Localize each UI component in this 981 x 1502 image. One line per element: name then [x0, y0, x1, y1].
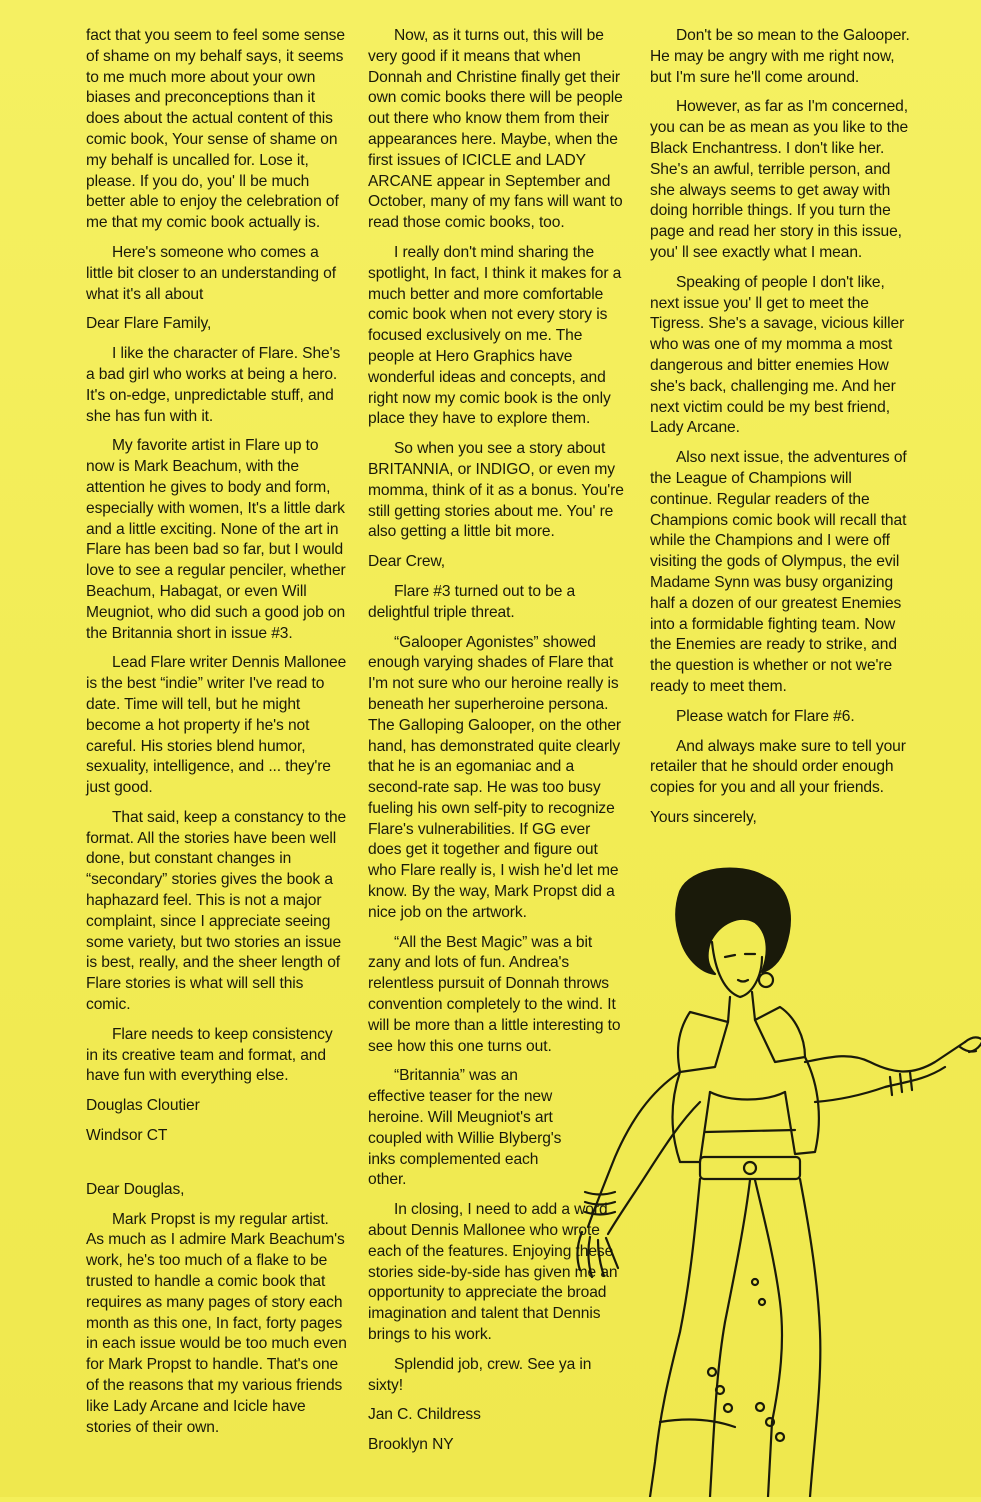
letters-column-3	[650, 26, 912, 838]
letter-location: Windsor CT	[86, 1127, 168, 1145]
letter-paragraph: “Britannia” was an effective teaser for the new heroine. Will Meugniot's art coupled with Willie Blyberg's inks complemented each other.	[368, 1067, 562, 1189]
letter-signature: Jan C. Childress	[368, 1406, 481, 1424]
letter-location: Brooklyn NY	[368, 1436, 454, 1454]
reply-paragraph: Speaking of people I don't like, next issue you' ll get to meet the Tigress. She's a savage, vicious killer who was one of my momma a most dangerous and bitter enemies How she's back, challenging me. And her next victim could be my best friend, Lady Arcane.	[650, 273, 905, 437]
reply-paragraph: However, as far as I'm concerned, you can be as mean as you like to the Black Enchantress. I don't like her. She's an awful, terrible person, and she always seems to get away with doing horrible things. If you turn the page and read her story in this issue, you' ll see exactly what I mean.	[650, 98, 909, 261]
reply-paragraph: Also next issue, the adventures of the League of Champions will continue. Regular readers of the Champions comic book will recall that while the Champions and I were off visiting the gods of Olympus, the evil Madame Synn was busy organizing half a dozen of our greatest Enemies into a formidable fighting team. Now the Enemies are ready to strike, and the question is whether or not we're ready to meet them.	[650, 449, 907, 695]
letter-salutation: Dear Flare Family,	[86, 315, 212, 333]
reply-paragraph: Don't be so mean to the Galooper. He may be angry with me right now, but I'm sure he'll come around.	[650, 27, 910, 86]
letter-paragraph: “All the Best Magic” was a bit zany and lots of fun. Andrea's relentless pursuit of Donnah throws convention completely to the wind. It will be more than a little interesting to see how this one turns out.	[368, 933, 621, 1055]
reply-paragraph: Please watch for Flare #6.	[676, 707, 855, 725]
letter-paragraph: That said, keep a constancy to the format. All the stories have been well done, but constant changes in “secondary” stories gives the book a haphazard feel. This is not a major complaint, since I appreciate seeing some variety, but two stories an issue is best, really, and the sheer length of Flare stories is what will sell this comic.	[86, 808, 347, 1014]
letter-paragraph: fact that you seem to feel some sense of shame on my behalf says, it seems to me much more about your own biases and preconceptions than it does about the actual content of this comic book, Your sense of shame on my behalf is uncalled for. Lose it, please. If you do, you' ll be much better able to enjoy the celebration of me that my comic book actually is.	[86, 27, 345, 232]
reply-salutation: Dear Douglas,	[86, 1180, 185, 1198]
letter-paragraph: “Galooper Agonistes” showed enough varying shades of Flare that I'm not sure who our heroine really is beneath her superheroine persona. The Galloping Galooper, on the other hand, has demonstrated quite clearly that he is an egomaniac and a second-rate sap. He was too busy fueling his own self-pity to recognize Flare's vulnerabilities. If GG ever does get it together and figure out who Flare really is, I wish he'd let me know. By the way, Mark Propst did a nice job on the artwork.	[368, 633, 622, 921]
reply-paragraph: And always make sure to tell your retailer that he should order enough copies for you and all your friends.	[650, 737, 906, 797]
letters-column-1	[86, 26, 348, 1447]
letter-paragraph: I like the character of Flare. She's a bad girl who works at being a hero. It's on-edge, unpredictable stuff, and she has fun with it.	[86, 345, 341, 425]
letter-paragraph: Flare needs to keep consistency in its creative team and format, and have fun with everything else.	[86, 1025, 333, 1085]
letter-paragraph: Lead Flare writer Dennis Mallonee is the best “indie” writer I've read to date. Time will tell, but he might become a hot property if he's not careful. His stories blend humor, sexuality, intelligence, and ... they're just good.	[86, 654, 347, 797]
letter-paragraph: Splendid job, crew. See ya in sixty!	[368, 1355, 592, 1394]
reply-paragraph: Mark Propst is my regular artist. As much as I admire Mark Beachum's work, he's too much of a flake to be trusted to handle a comic book that requires as many pages of story each month as this one, In fact, forty pages in each issue would be too much even for Mark Propst to handle. That's one of the reasons that my various friends like Lady Arcane and Icicle have stories of their own.	[86, 1210, 347, 1436]
reply-paragraph: Now, as it turns out, this will be very good if it means that when Donnah and Christine finally get their own comic books there will be people out there who know them from their appearances here. Maybe, when the first issues of ICICLE and LADY ARCANE appear in September and October, many of my fans will want to read those comic books, too.	[368, 27, 623, 232]
letter-signature: Douglas Cloutier	[86, 1097, 200, 1115]
letter-salutation: Dear Crew,	[368, 553, 445, 571]
flare-figure-illustration-icon	[540, 862, 981, 1497]
letter-paragraph: Flare #3 turned out to be a delightful triple threat.	[368, 582, 576, 621]
reply-closing: Yours sincerely,	[650, 808, 757, 826]
letter-paragraph: Here's someone who comes a little bit closer to an understanding of what it's all about	[86, 243, 336, 303]
letter-paragraph: In closing, I need to add a word about Dennis Mallonee who wrote each of the features. Enjoying these stories side-by-side has given me an opportunity to appreciate the broad imagination and talent that Dennis brings to his work.	[368, 1201, 618, 1344]
reply-paragraph: So when you see a story about BRITANNIA, or INDIGO, or even my momma, think of it as a bonus. You're still getting stories about me. You' re also getting a little bit more.	[368, 440, 624, 541]
letter-paragraph: My favorite artist in Flare up to now is Mark Beachum, with the attention he gives to body and form, especially with women, It's a little dark and a little exciting. None of the art in Flare has been bad so far, but I would love to see a regular penciler, whether Beachum, Habagat, or even Will Meugniot, who did such a good job on the Britannia short in issue #3.	[86, 437, 346, 642]
reply-paragraph: I really don't mind sharing the spotlight, In fact, I think it makes for a much better and more comfortable comic book when not every story is focused exclusively on me. The people at Hero Graphics have wonderful ideas and concepts, and right now my comic book is the only place they have to explore them.	[368, 243, 622, 428]
